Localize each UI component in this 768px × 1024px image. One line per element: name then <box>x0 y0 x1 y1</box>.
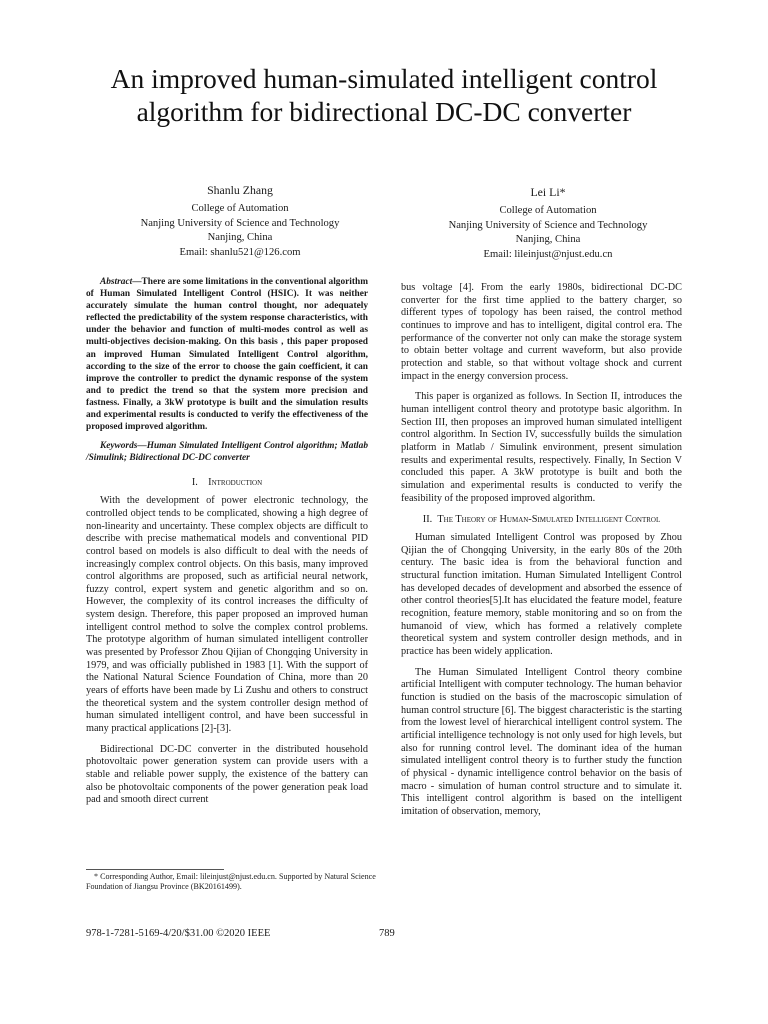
section-title: The Theory of Human-Simulated Intelligent Control <box>437 514 661 526</box>
author-city: Nanjing, China <box>207 232 273 244</box>
intro-paragraph-2: Bidirectional DC-DC converter in the distributed household photovoltaic power generation system can provide users with a stable and reliable power supply, the existence of the battery can also be photovoltaic components of the power generation peak load pad and smooth direct current <box>86 743 368 806</box>
keywords: Keywords—Human Simulated Intelligent Control algorithm; Matlab /Simulink; Bidirectional DC-DC converter <box>86 441 368 464</box>
theory-paragraph-1: Human simulated Intelligent Control was proposed by Zhou Qijian the of Chongqing University, in the early 80s of the 20th century. The basic idea is from the behavioral function and structural function imitation. Human Simulated Intelligent Control has developed decades of development and absorbed the essence of other control theories[5].It has elucidated the feature model, feature recognition, feature memory, stable monitoring and so on from the humanoid of view, which has formed a relatively complete theoretical system and system controller design methods, and in practice has been widely application. <box>401 532 682 658</box>
abstract-body: —There are some limitations in the conventional algorithm of Human Simulated Intelligent Control (HSIC). It was neither accurately simulate the human control thought, nor adequately reflected the predictability of the system response characteristics, with under the behavior and function of multi-modes control as well as multi-objectives decision-making. On this basis , this paper proposed an improved Human Simulated Intelligent Control algorithm, according to the size of the error to choose the gain coefficient, it can improve the controller to predict the dynamic response of the system and to predict the trend so that the system more precision and fastness. Finally, a 3kW prototype is built and the simulation results and experimental results is conducted to verify the effectiveness of the proposed improved algorithm. <box>86 277 368 433</box>
theory-paragraph-2: The Human Simulated Intelligent Control theory combine artificial Intelligent with computer technology. The human behavior function is studied on the basis of the macroscopic simulation of human control structure [6]. The biggest characteristic is the starting from the lowest level of hierarchical intelligent control system. The artificial intelligence technology is not only used for high levels, but also for running control level. The dominant idea of the human simulated intelligent control theory is to further study the function of physical - dynamic intelligence control behavior on the basis of macro - simulation of human control structure and to simulate it. This intelligent control algorithm is based on the intelligent imitation of observation, memory, <box>401 666 682 817</box>
paper-title-line-2: algorithm for bidirectional DC-DC converter <box>136 96 632 127</box>
section-number: I. <box>191 477 198 489</box>
footer-copyright: 978-1-7281-5169-4/20/$31.00 ©2020 IEEE <box>86 928 271 939</box>
intro-paragraph-organization: This paper is organized as follows. In Section II, introduces the human intelligent control theory and prototype basic algorithm. In Section III, then proposes an improved human simulated intelligent control algorithm. In Section IV, successfully builds the simulation platform in Matlab / Simulink environment, present simulation results and experimental results, respectively. Finally, In Section V concluded this paper. A 3kW prototype is built and both the simulation and experimental results is conducted to verify the feasibility of the proposed improved algorithm. <box>401 391 682 504</box>
author-institution: Nanjing University of Science and Technology <box>140 217 340 229</box>
author-institution: Nanjing University of Science and Technology <box>448 219 648 231</box>
section-number: II. <box>422 514 433 526</box>
section-title: Introduction <box>208 477 263 489</box>
paper-title <box>40 62 728 128</box>
paper-title-line-1: An improved human-simulated intelligent control <box>110 63 658 94</box>
author-city: Nanjing, China <box>515 234 581 246</box>
intro-paragraph-1: With the development of power electronic technology, the controlled object tends to be complicated, showing a high degree of non-linearity and uncertainty. These complex objects are difficult to describe with precise mathematical models and conventional PID control based on models is also difficult to deal with the needs of increasingly complex control objects. On this basis, many improved control algorithms are proposed, such as artificial neural network, fuzzy control, expert system and genetic algorithm and so on. However, the complexity of its control increases the difficulty of system design. Therefore, this paper proposed an improved human intelligent control method to solve the complex control problems. The prototype algorithm of human simulated intelligent controller was presented by Professor Zhou Qijian of Chongqing University in 1979, and was officially published in 1983 [1]. With the support of the National Natural Science Foundation of China, more than 20 years of efforts have been made by Li Zushu and others to construct the theoretical system and the system controller design method of human simulated intelligent control, and have been successful in many practical applications [2]-[3]. <box>86 495 368 735</box>
right-column <box>401 282 682 827</box>
author-name: Lei Li* <box>530 185 566 199</box>
author-department: College of Automation <box>499 205 597 217</box>
author-email: Email: shanlu521@126.com <box>179 246 301 258</box>
section-heading-introduction <box>86 476 368 489</box>
author-department: College of Automation <box>191 203 289 215</box>
abstract <box>86 276 368 433</box>
author-block-2 <box>398 185 698 262</box>
author-block-1 <box>90 183 390 260</box>
author-email: Email: lileinjust@njust.edu.cn <box>483 248 613 260</box>
left-column <box>86 276 368 815</box>
abstract-lead: Abstract <box>100 277 133 287</box>
footnote-rule <box>86 869 224 870</box>
intro-paragraph-continued: bus voltage [4]. From the early 1980s, bidirectional DC-DC converter for the first time applied to the battery charger, so different types of topology has been raised, the control method continues to improve and has to intelligent, digital control era. The performance of the converter not only can make the storage system to obtain better voltage and current waveform, but also provide protection and stable, so that without voltage shock and current impact in the energy conversion process. <box>401 282 682 382</box>
author-name: Shanlu Zhang <box>207 183 273 197</box>
footnote: * Corresponding Author, Email: lileinjust@njust.edu.cn. Supported by Natural Science Foundation of Jiangsu Province (BK20161499). <box>86 872 376 891</box>
section-heading-theory <box>401 513 682 526</box>
page-number: 789 <box>379 928 395 939</box>
